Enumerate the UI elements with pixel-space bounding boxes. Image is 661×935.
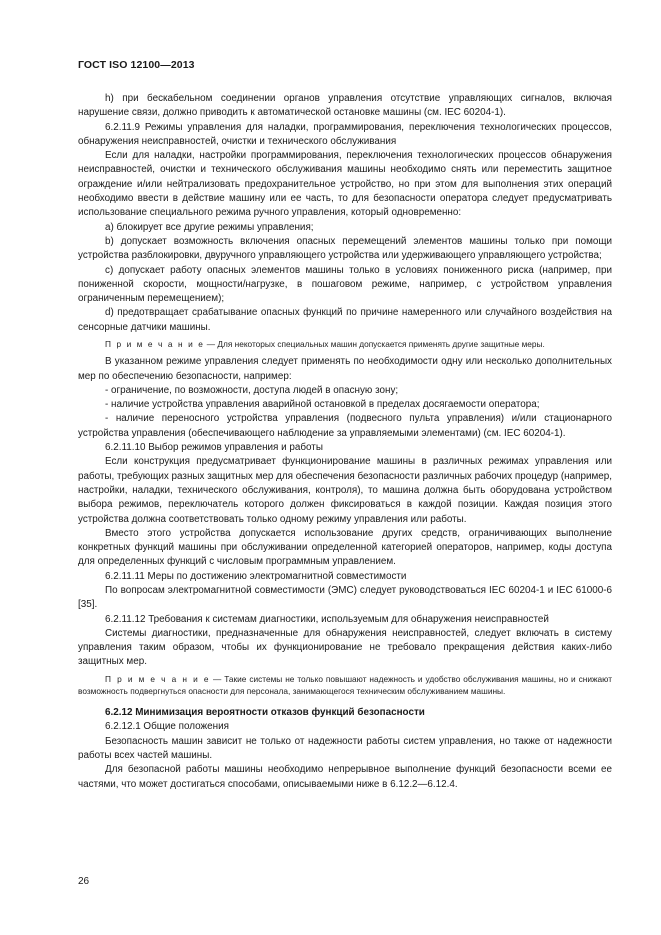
list-item: - наличие устройства управления аварийной остановкой в пределах досягаемости оператора;	[105, 399, 540, 411]
note-label: П р и м е ч а н и е	[105, 339, 205, 350]
list-item: d) предотвращает срабатывание опасных функций по причине намеренного или случайного воздействия на сенсорные датчики машины.	[78, 307, 612, 333]
document-body	[78, 92, 612, 792]
list-item: - ограничение, по возможности, доступа людей в опасную зону;	[105, 384, 399, 396]
note-label: П р и м е ч а н и е	[105, 673, 211, 684]
paragraph: По вопросам электромагнитной совместимости (ЭМС) следует руководствоваться IEC 60204-1 и IEC 61000-6 [35].	[78, 585, 612, 611]
note	[78, 673, 612, 697]
list-item: b) допускает возможность включения опасных перемещений элементов машины только при помощи устройства разблокировки, двуручного управляющего устройства или удерживающего управляющего устройства;	[78, 235, 612, 262]
page-number: 26	[78, 876, 90, 887]
note-text: — Такие системы не только повышают надежность и удобство обслуживания машины, но и снижают возможность подвергнуться опасности для персонала, занимающегося техническим обслуживанием машины.	[78, 673, 612, 696]
list-item: - наличие переносного устройства управления (подвесного пульта управления) и/или стационарного устройства управления (обеспечивающего наблюдение за управляемыми элементами) (см. IEC 60204-1).	[78, 413, 612, 439]
paragraph: Если конструкция предусматривает функционирование машины в различных режимах управления или работы, требующих разных защитных мер для обеспечения безопасности различных рабочих процедур (например, настройки, наладки, технического обслуживания, контроля), то машина должна быть оборудована устройством выбора режимов, переключатель которого должен фиксироваться в каждой позиции. Каждая позиция этого устройства должна соответствовать только одному режиму управления или работы.	[78, 456, 612, 525]
paragraph: h) при бескабельном соединении органов управления отсутствие управляющих сигналов, включая нарушение связи, должно приводить к автоматической остановке машины (см. IEC 60204-1).	[78, 93, 612, 119]
subsection-heading: 6.2.12.1 Общие положения	[105, 721, 229, 733]
paragraph: Если для наладки, настройки программирования, переключения технологических процессов обнаружения неисправностей, очистки и технического обслуживания машины необходимо снять или переместить защитное ограждение и/или нейтрализовать предохранительное устройство, но при этом для выполнения этих операций необходимо ввести в действие машину или ее часть, то для безопасности оператора следует предусматривать использование специального режима ручного управления, который одновременно:	[78, 150, 612, 219]
subsection-heading: 6.2.11.11 Меры по достижению электромагнитной совместимости	[105, 570, 407, 582]
document-header: ГОСТ ISO 12100—2013	[78, 59, 195, 71]
paragraph: Системы диагностики, предназначенные для обнаружения неисправностей, следует включать в систему управления таким образом, чтобы их функционирование не требовало прекращения действия каких-либо защитных мер.	[78, 627, 612, 668]
list-item: c) допускает работу опасных элементов машины только в условиях пониженного риска (например, при пониженной скорости, мощности/нагрузке, в пошаговом режиме, например, с устройством управления ограниченным перемещением);	[78, 264, 612, 305]
subsection-heading: 6.2.11.9 Режимы управления для наладки, программирования, переключения технологических процессов, обнаружения неисправностей, очистки и технического обслуживания	[78, 121, 612, 147]
note-text: — Для некоторых специальных машин допускается применять другие защитные меры.	[204, 339, 545, 350]
paragraph: Безопасность машин зависит не только от надежности работы систем управления, но также от надежности работы всех частей машины.	[78, 735, 612, 762]
subsection-heading: 6.2.11.12 Требования к системам диагностики, используемым для обнаружения неисправностей	[105, 613, 549, 625]
subsection-heading: 6.2.11.10 Выбор режимов управления и работы	[105, 442, 323, 454]
paragraph: В указанном режиме управления следует применять по необходимости одну или несколько дополнительных мер по обеспечению безопасности, например:	[78, 356, 612, 382]
list-item: a) блокирует все другие режимы управления;	[105, 221, 314, 233]
paragraph: Вместо этого устройства допускается использование других средств, ограничивающих выполнение конкретных функций машины при обслуживании определенной категорией операторов, например, коды доступа для определенных функций с числовым программным управлением.	[78, 527, 612, 568]
section-heading: 6.2.12 Минимизация вероятности отказов функций безопасности	[105, 707, 425, 719]
paragraph: Для безопасной работы машины необходимо непрерывное выполнение функций безопасности всеми ее частями, что может достигаться способами, описываемыми ниже в 6.12.2—6.12.4.	[78, 764, 612, 790]
note	[78, 338, 612, 350]
